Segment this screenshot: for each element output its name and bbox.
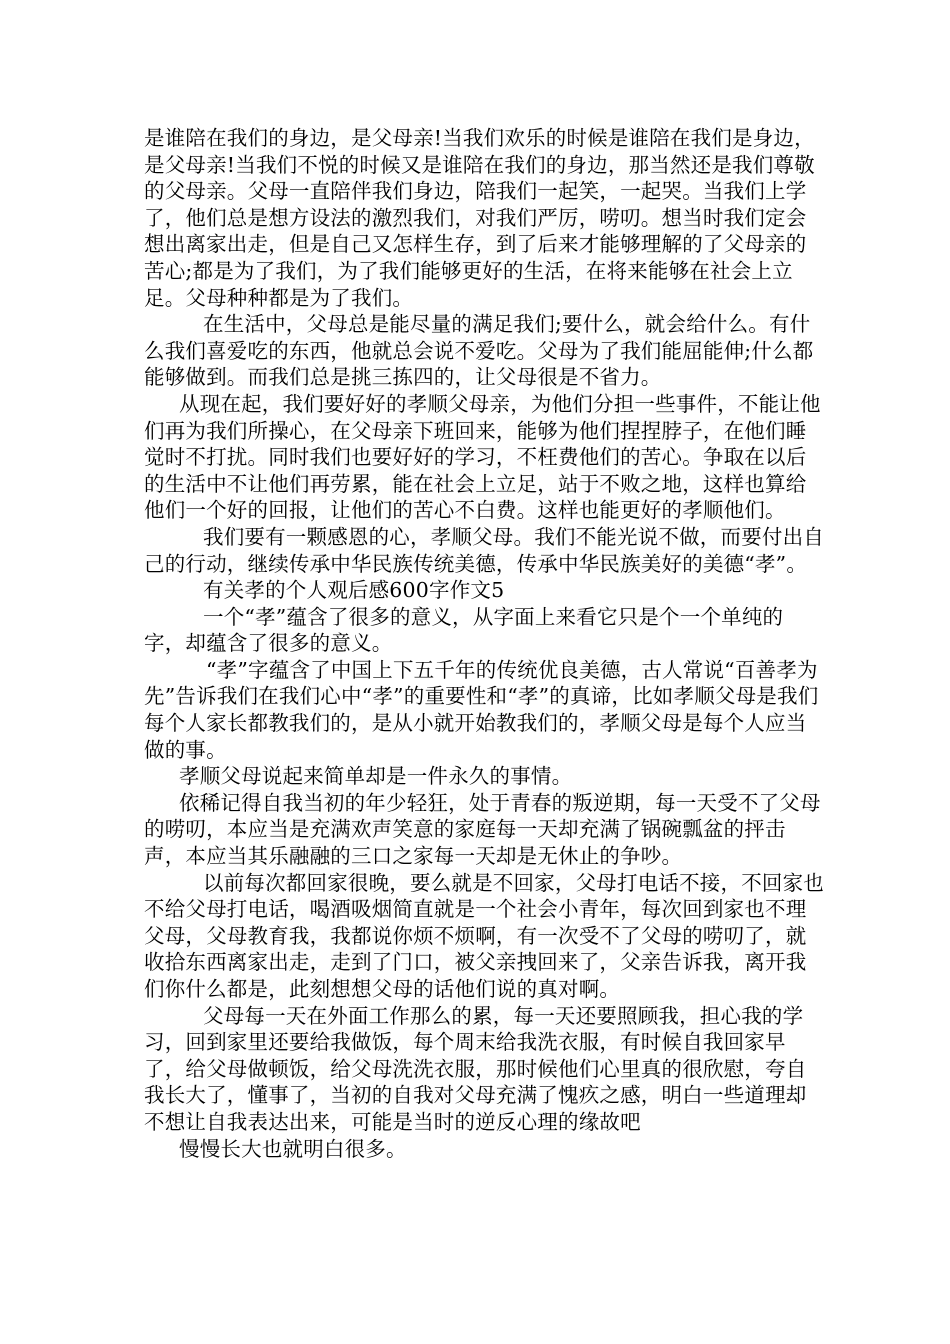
paragraph-7: 孝顺父母说起来简单却是一件永久的事情。	[179, 764, 573, 789]
paragraph-11: 慢慢长大也就明白很多。	[179, 1136, 407, 1161]
paragraph-6: “孝”字蕴含了中国上下五千年的传统优良美德，古人常说“百善孝为先”告诉我们在我们心中“孝”的重要性和“孝”的真谛，比如孝顺父母是我们每个人家长都教我们的，是从小就开始教我们的，孝顺父母是每个人应当做的事。	[144, 657, 819, 762]
paragraph-5: 一个“孝”蕴含了很多的意义，从字面上来看它只是个一个单纯的字，却蕴含了很多的意义。	[144, 604, 784, 656]
section-heading: 有关孝的个人观后感600字作文5	[203, 578, 505, 603]
paragraph-2: 在生活中，父母总是能尽量的满足我们;要什么，就会给什么。有什么我们喜爱吃的东西，他就总会说不爱吃。父母为了我们能屈能伸;什么都能够做到。而我们总是挑三拣四的，让父母很是不省力。	[144, 312, 814, 390]
paragraph-1: 是谁陪在我们的身边，是父母亲!当我们欢乐的时候是谁陪在我们是身边，是父母亲!当我们不悦的时候又是谁陪在我们的身边，那当然还是我们尊敬的父母亲。父母一直陪伴我们身边，陪我们一起笑，一起哭。当我们上学了，他们总是想方设法的激烈我们，对我们严厉，唠叨。想当时我们定会想出离家出走，但是自己又怎样生存，到了后来才能够理解的了父母亲的苦心;都是为了我们，为了我们能够更好的生活，在将来能够在社会上立足。父母种种都是为了我们。	[144, 126, 815, 310]
paragraph-8: 依稀记得自我当初的年少轻狂，处于青春的叛逆期，每一天受不了父母的唠叨，本应当是充满欢声笑意的家庭每一天却充满了锅碗瓢盆的抨击声，本应当其乐融融的三口之家每一天却是无休止的争吵。	[144, 790, 821, 869]
paragraph-4: 我们要有一颗感恩的心，孝顺父母。我们不能光说不做，而要付出自己的行动，继续传承中华民族传统美德，传承中华民族美好的美德“孝”。	[144, 524, 824, 576]
document-body	[144, 125, 824, 1162]
paragraph-9: 以前每次都回家很晚，要么就是不回家，父母打电话不接，不回家也不给父母打电话，喝酒吸烟简直就是一个社会小青年，每次回到家也不理父母，父母教育我，我都说你烦不烦啊，有一次受不了父母的唠叨了，就收拾东西离家出走，走到了门口，被父亲拽回来了，父亲告诉我，离开我们你什么都是，此刻想想父母的话他们说的真对啊。	[144, 870, 824, 1001]
paragraph-10: 父母每一天在外面工作那么的累，每一天还要照顾我，担心我的学习，回到家里还要给我做饭，每个周末给我洗衣服，有时候自我回家早了，给父母做顿饭，给父母洗洗衣服，那时候他们心里真的很欣慰，夸自我长大了，懂事了，当初的自我对父母充满了愧疚之感，明白一些道理却不想让自我表达出来，可能是当时的逆反心理的缘故吧	[144, 1003, 807, 1134]
paragraph-3: 从现在起，我们要好好的孝顺父母亲，为他们分担一些事件，不能让他们再为我们所操心，在父母亲下班回来，能够为他们捏捏脖子，在他们睡觉时不打扰。同时我们也要好好的学习，不枉费他们的苦心。争取在以后的生活中不让他们再劳累，能在社会上立足，站于不败之地，这样也算给他们一个好的回报，让他们的苦心不白费。这样也能更好的孝顺他们。	[144, 391, 821, 523]
